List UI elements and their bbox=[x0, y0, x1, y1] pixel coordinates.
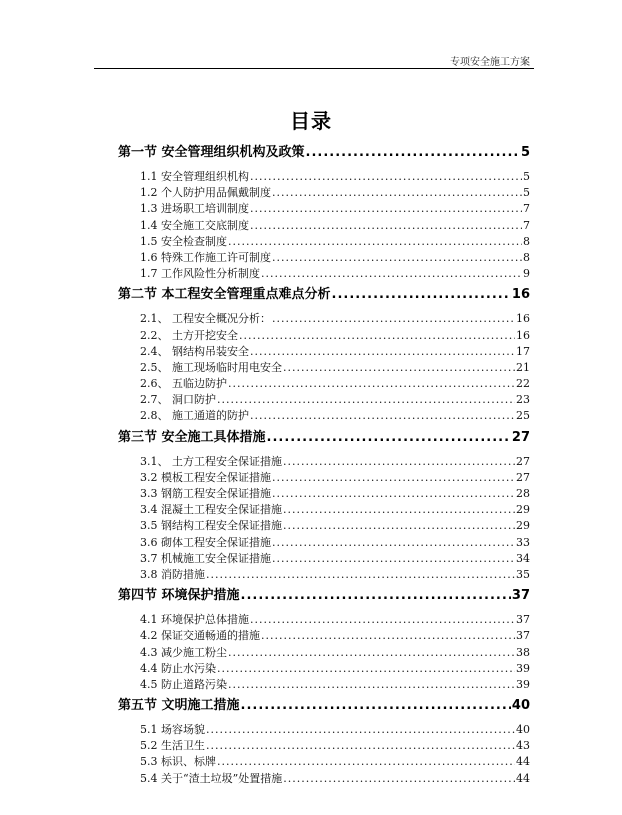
toc-subsection-entry-page-number: 44 bbox=[516, 755, 530, 769]
toc-subsection-entry[interactable] bbox=[118, 645, 530, 661]
toc-subsection-entry[interactable] bbox=[118, 218, 530, 234]
toc-subsection-entry-page-number: 39 bbox=[516, 661, 530, 675]
toc-subsection-entry-page-number: 37 bbox=[516, 613, 530, 627]
toc-subsection-entry-label: 5.1 场容场貌 bbox=[140, 723, 205, 737]
toc-subsection-entry[interactable] bbox=[118, 470, 530, 486]
toc-subsection-entry[interactable] bbox=[118, 612, 530, 628]
dot-leader bbox=[272, 311, 515, 327]
toc-section-entry[interactable] bbox=[118, 696, 530, 716]
toc-subsection-entry-page-number: 27 bbox=[516, 454, 530, 468]
toc-subsection-entry-page-number: 29 bbox=[516, 519, 530, 533]
toc-subsection-entry-page-number: 8 bbox=[523, 250, 530, 264]
toc-subsection-entry-label: 1.2 个人防护用品佩戴制度 bbox=[140, 186, 271, 200]
toc-section-entry-label: 第一节 安全管理组织机构及政策 bbox=[118, 145, 305, 160]
dot-leader bbox=[272, 551, 515, 567]
dot-leader bbox=[283, 360, 515, 376]
toc-subsection-entry-page-number: 28 bbox=[516, 487, 530, 500]
toc-subsection-entry-page-number: 16 bbox=[516, 312, 530, 326]
dot-leader bbox=[228, 677, 515, 693]
dot-leader bbox=[239, 328, 515, 344]
running-header: 专项安全施工方案 bbox=[450, 57, 530, 68]
toc-subsection-entry[interactable] bbox=[118, 250, 530, 266]
toc-subsection-entry[interactable] bbox=[118, 185, 530, 201]
toc-subsection-entry[interactable] bbox=[118, 518, 530, 534]
toc-subsection-entry[interactable] bbox=[118, 376, 530, 392]
toc-subsection-entry-label: 3.6 砌体工程安全保证措施 bbox=[140, 535, 271, 549]
toc-subsection-entry[interactable] bbox=[118, 486, 530, 502]
toc-subsection-entry[interactable] bbox=[118, 738, 530, 754]
toc-subsection-entry-label: 3.5 钢结构工程安全保证措施 bbox=[140, 519, 282, 533]
toc-subsection-entry-page-number: 7 bbox=[523, 202, 530, 216]
toc-subsection-entry-page-number: 43 bbox=[516, 739, 530, 753]
dot-leader bbox=[261, 628, 515, 644]
toc-subsection-entry[interactable] bbox=[118, 754, 530, 770]
toc-subsection-entry[interactable] bbox=[118, 311, 530, 327]
toc-subsection-entry-page-number: 5 bbox=[523, 170, 530, 183]
toc-subsection-entry-label: 2.1、 工程安全概况分析： bbox=[140, 312, 271, 326]
toc-subsection-entry[interactable] bbox=[118, 169, 530, 185]
toc-subsection-entry-label: 2.8、 施工通道的防护 bbox=[140, 409, 249, 423]
dot-leader bbox=[250, 169, 522, 185]
toc-subsection-entry[interactable] bbox=[118, 502, 530, 518]
toc-subsection-entry-page-number: 33 bbox=[516, 535, 530, 549]
toc-subsection-entry[interactable] bbox=[118, 201, 530, 217]
dot-leader bbox=[332, 285, 511, 305]
toc-subsection-entry-label: 3.4 混凝土工程安全保证措施 bbox=[140, 503, 282, 517]
dot-leader bbox=[283, 454, 515, 470]
toc-section-entry-page-number: 27 bbox=[511, 429, 530, 445]
toc-section-entry[interactable] bbox=[118, 586, 530, 606]
toc-section-entry-label: 第三节 安全施工具体措施 bbox=[118, 429, 266, 445]
toc-subsection-entry[interactable] bbox=[118, 771, 530, 787]
toc-subsection-entry-label: 3.1、 土方工程安全保证措施 bbox=[140, 454, 282, 468]
dot-leader bbox=[228, 645, 515, 661]
toc-subsection-entry-label: 1.1 安全管理组织机构 bbox=[140, 170, 249, 183]
toc-subsection-entry-label: 3.8 消防措施 bbox=[140, 567, 205, 581]
dot-leader bbox=[283, 502, 515, 518]
toc-subsection-entry-page-number: 34 bbox=[516, 551, 530, 565]
toc-subsection-entry[interactable] bbox=[118, 628, 530, 644]
dot-leader bbox=[283, 518, 515, 534]
toc-subsection-entry-label: 5.2 生活卫生 bbox=[140, 739, 205, 753]
toc-subsection-entry-page-number: 27 bbox=[516, 470, 530, 484]
toc-subsection-entry-label: 1.3 进场职工培训制度 bbox=[140, 202, 249, 216]
toc-subsection-entry-page-number: 38 bbox=[516, 645, 530, 659]
toc-subsection-entry[interactable] bbox=[118, 408, 530, 424]
toc-subsection-entry-label: 5.3 标识、标牌 bbox=[140, 755, 216, 769]
toc-section-entry-label: 第二节 本工程安全管理重点难点分析 bbox=[118, 287, 331, 303]
toc-subsection-entry-page-number: 39 bbox=[516, 677, 530, 691]
toc-subsection-entry-label: 2.6、 五临边防护 bbox=[140, 377, 227, 391]
dot-leader bbox=[228, 376, 515, 392]
header-rule bbox=[94, 68, 534, 69]
toc-subsection-entry-label: 4.3 减少施工粉尘 bbox=[140, 645, 227, 659]
dot-leader bbox=[250, 408, 515, 424]
toc-subsection-entry-label: 2.7、 洞口防护 bbox=[140, 393, 216, 407]
toc-section-entry[interactable] bbox=[118, 143, 530, 163]
toc-subsection-entry-label: 4.4 防止水污染 bbox=[140, 661, 216, 675]
toc-subsection-entry-label: 2.2、 土方开挖安全 bbox=[140, 328, 238, 342]
toc-subsection-entry-page-number: 40 bbox=[516, 723, 530, 737]
toc-subsection-entry[interactable] bbox=[118, 234, 530, 250]
toc-subsection-entry-page-number: 29 bbox=[516, 503, 530, 517]
toc-subsection-entry[interactable] bbox=[118, 454, 530, 470]
toc-section-entry-page-number: 37 bbox=[511, 588, 530, 604]
toc-subsection-entry-label: 1.7 工作风险性分析制度 bbox=[140, 267, 260, 281]
dot-leader bbox=[272, 535, 515, 551]
toc-section-entry-page-number: 5 bbox=[520, 145, 530, 160]
toc-subsection-entry-label: 3.2 模板工程安全保证措施 bbox=[140, 470, 271, 484]
dot-leader bbox=[267, 428, 511, 448]
toc-subsection-entry-page-number: 37 bbox=[516, 629, 530, 643]
toc-subsection-entry-label: 4.2 保证交通畅通的措施 bbox=[140, 629, 260, 643]
toc-subsection-entry[interactable] bbox=[118, 266, 530, 282]
dot-leader bbox=[250, 201, 522, 217]
toc-section-entry-label: 第四节 环境保护措施 bbox=[118, 588, 240, 604]
dot-leader bbox=[241, 586, 511, 606]
toc-subsection-entry-page-number: 7 bbox=[523, 218, 530, 232]
toc-subsection-entry[interactable] bbox=[118, 535, 530, 551]
toc-subsection-entry[interactable] bbox=[118, 392, 530, 408]
toc-section-entry-page-number: 16 bbox=[511, 287, 530, 303]
dot-leader bbox=[272, 185, 522, 201]
dot-leader bbox=[261, 266, 522, 282]
dot-leader bbox=[217, 754, 515, 770]
dot-leader bbox=[272, 470, 515, 486]
dot-leader bbox=[250, 344, 515, 360]
toc-subsection-entry-label: 2.5、 施工现场临时用电安全 bbox=[140, 360, 282, 374]
toc-subsection-entry[interactable] bbox=[118, 722, 530, 738]
toc-subsection-entry-page-number: 25 bbox=[516, 409, 530, 423]
toc-section-entry-page-number: 40 bbox=[511, 698, 530, 714]
dot-leader bbox=[250, 612, 515, 628]
toc-subsection-entry-page-number: 35 bbox=[516, 567, 530, 581]
toc-subsection-entry-page-number: 22 bbox=[516, 377, 530, 391]
dot-leader bbox=[272, 250, 522, 266]
toc-subsection-entry-page-number: 5 bbox=[523, 186, 530, 200]
toc-title: 目录 bbox=[290, 109, 332, 133]
toc-subsection-entry-page-number: 9 bbox=[523, 267, 530, 281]
toc-section-entry-label: 第五节 文明施工措施 bbox=[118, 698, 240, 714]
toc-subsection-entry[interactable] bbox=[118, 551, 530, 567]
toc-subsection-entry-page-number: 44 bbox=[516, 771, 530, 785]
toc-subsection-entry-page-number: 23 bbox=[516, 393, 530, 407]
dot-leader bbox=[283, 771, 515, 787]
toc-subsection-entry-label: 3.7 机械施工安全保证措施 bbox=[140, 551, 271, 565]
toc-subsection-entry-page-number: 17 bbox=[516, 344, 530, 358]
dot-leader bbox=[250, 218, 522, 234]
toc-subsection-entry[interactable] bbox=[118, 661, 530, 677]
toc-subsection-entry-label: 1.4 安全施工交底制度 bbox=[140, 218, 249, 232]
dot-leader bbox=[228, 234, 522, 250]
toc-subsection-entry-page-number: 21 bbox=[516, 360, 530, 374]
toc-subsection-entry-label: 4.1 环境保护总体措施 bbox=[140, 613, 249, 627]
dot-leader bbox=[217, 392, 515, 408]
dot-leader bbox=[217, 661, 515, 677]
toc-subsection-entry-label: 5.4 关于“渣土垃圾”处置措施 bbox=[140, 771, 283, 785]
toc-subsection-entry-page-number: 8 bbox=[523, 234, 530, 248]
toc-subsection-entry[interactable] bbox=[118, 328, 530, 344]
toc-subsection-entry[interactable] bbox=[118, 677, 530, 693]
dot-leader bbox=[206, 567, 515, 583]
toc-section-entry[interactable] bbox=[118, 285, 530, 305]
toc-subsection-entry-page-number: 16 bbox=[516, 328, 530, 342]
toc-subsection-entry-label: 2.4、 钢结构吊装安全 bbox=[140, 344, 249, 358]
dot-leader bbox=[272, 486, 515, 502]
toc-subsection-entry-label: 4.5 防止道路污染 bbox=[140, 677, 227, 691]
toc-subsection-entry-label: 3.3 钢筋工程安全保证措施 bbox=[140, 487, 271, 500]
dot-leader bbox=[206, 738, 515, 754]
dot-leader bbox=[241, 696, 511, 716]
dot-leader bbox=[206, 722, 515, 738]
table-of-contents bbox=[118, 140, 530, 787]
toc-section-entry[interactable] bbox=[118, 428, 530, 448]
dot-leader bbox=[306, 143, 520, 163]
toc-subsection-entry[interactable] bbox=[118, 360, 530, 376]
toc-subsection-entry[interactable] bbox=[118, 567, 530, 583]
toc-subsection-entry-label: 1.5 安全检查制度 bbox=[140, 234, 227, 248]
toc-subsection-entry[interactable] bbox=[118, 344, 530, 360]
toc-subsection-entry-label: 1.6 特殊工作施工许可制度 bbox=[140, 250, 271, 264]
